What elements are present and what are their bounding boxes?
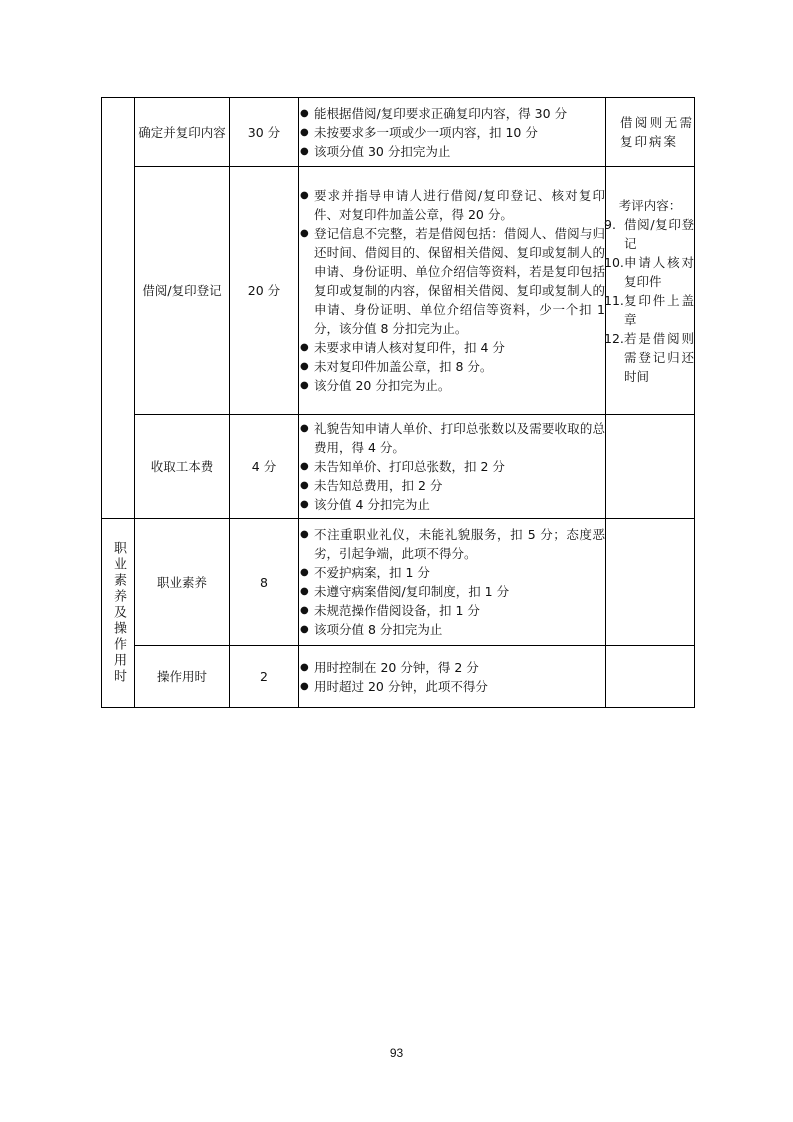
criteria-item: ● 礼貌告知申请人单价、打印总张数以及需要收取的总费用，得 4 分。 <box>299 419 605 457</box>
criteria-list <box>299 419 605 514</box>
criteria-item: ● 该项分值 8 分扣完为止 <box>299 620 605 639</box>
criteria-cell <box>299 415 606 519</box>
table-row <box>102 519 695 646</box>
item-score: 8 <box>230 519 299 646</box>
criteria-cell <box>299 98 606 167</box>
item-score: 4 分 <box>230 415 299 519</box>
note-item-number: 9. <box>604 216 616 232</box>
table-row <box>102 646 695 708</box>
criteria-item: ● 该分值 20 分扣完为止。 <box>299 376 605 395</box>
note-cell-empty <box>606 646 695 708</box>
criteria-item: ● 用时超过 20 分钟，此项不得分 <box>299 677 605 696</box>
criteria-item: ● 未对复印件加盖公章，扣 8 分。 <box>299 357 605 376</box>
category-cell-empty <box>102 98 135 519</box>
criteria-item: ● 未要求申请人核对复印件，扣 4 分 <box>299 338 605 357</box>
note-cell-empty <box>606 415 695 519</box>
item-name: 借阅/复印登记 <box>135 167 230 415</box>
scoring-table <box>101 97 695 708</box>
note-item-text: 若是借阅则需登记归还时间 <box>624 330 694 384</box>
criteria-item: ● 能根据借阅/复印要求正确复印内容，得 30 分 <box>299 104 605 123</box>
criteria-list <box>299 525 605 639</box>
criteria-cell <box>299 167 606 415</box>
criteria-item: ● 该项分值 30 分扣完为止 <box>299 142 605 161</box>
criteria-item: ● 该分值 4 分扣完为止 <box>299 495 605 514</box>
note-item-number: 12. <box>604 330 624 346</box>
category-label: 职业素养及操作用时 <box>102 519 135 708</box>
criteria-cell <box>299 646 606 708</box>
note-item <box>606 291 694 329</box>
note-text: 借阅则无需复印病案 <box>620 115 694 149</box>
note-item-number: 10. <box>604 254 624 270</box>
item-score: 20 分 <box>230 167 299 415</box>
criteria-item: ● 未规范操作借阅设备，扣 1 分 <box>299 601 605 620</box>
item-score: 2 <box>230 646 299 708</box>
item-name: 确定并复印内容 <box>135 98 230 167</box>
criteria-item: ● 登记信息不完整，若是借阅包括：借阅人、借阅与归还时间、借阅目的、保留相关借阅、复印或复制人的申请、身份证明、单位介绍信等资料，若是复印包括复印或复制的内容，保留相关借阅、复印或复制人的申请、身份证明、单位介绍信等资料，少一个扣 1 分，该分值 8 分扣完为止。 <box>299 224 605 338</box>
item-score: 30 分 <box>230 98 299 167</box>
note-cell <box>606 98 695 167</box>
note-item-number: 11. <box>604 292 624 308</box>
criteria-item: ● 不注重职业礼仪，未能礼貌服务，扣 5 分；态度恶劣，引起争端，此项不得分。 <box>299 525 605 563</box>
note-list <box>606 215 694 386</box>
criteria-item: ● 不爱护病案，扣 1 分 <box>299 563 605 582</box>
note-item-text: 申请人核对复印件 <box>624 254 694 289</box>
table-row <box>102 415 695 519</box>
criteria-list <box>299 658 605 696</box>
criteria-item: ● 用时控制在 20 分钟，得 2 分 <box>299 658 605 677</box>
item-name: 收取工本费 <box>135 415 230 519</box>
table-row <box>102 98 695 167</box>
criteria-item: ● 要求并指导申请人进行借阅/复印登记、核对复印件、对复印件加盖公章，得 20 分。 <box>299 186 605 224</box>
item-name: 操作用时 <box>135 646 230 708</box>
table-row <box>102 167 695 415</box>
note-item-text: 借阅/复印登记 <box>624 216 694 251</box>
criteria-item: ● 未按要求多一项或少一项内容，扣 10 分 <box>299 123 605 142</box>
page-number: 93 <box>389 1046 404 1060</box>
criteria-item: ● 未告知单价、打印总张数，扣 2 分 <box>299 457 605 476</box>
note-cell <box>606 167 695 415</box>
note-item <box>606 329 694 386</box>
note-cell-empty <box>606 519 695 646</box>
criteria-list <box>299 186 605 395</box>
criteria-list <box>299 104 605 161</box>
criteria-item: ● 未遵守病案借阅/复印制度，扣 1 分 <box>299 582 605 601</box>
note-item <box>606 253 694 291</box>
note-item-text: 复印件上盖章 <box>624 292 694 327</box>
criteria-cell <box>299 519 606 646</box>
criteria-item: ● 未告知总费用，扣 2 分 <box>299 476 605 495</box>
note-item <box>606 215 694 253</box>
note-title: 考评内容： <box>618 197 682 213</box>
item-name: 职业素养 <box>135 519 230 646</box>
